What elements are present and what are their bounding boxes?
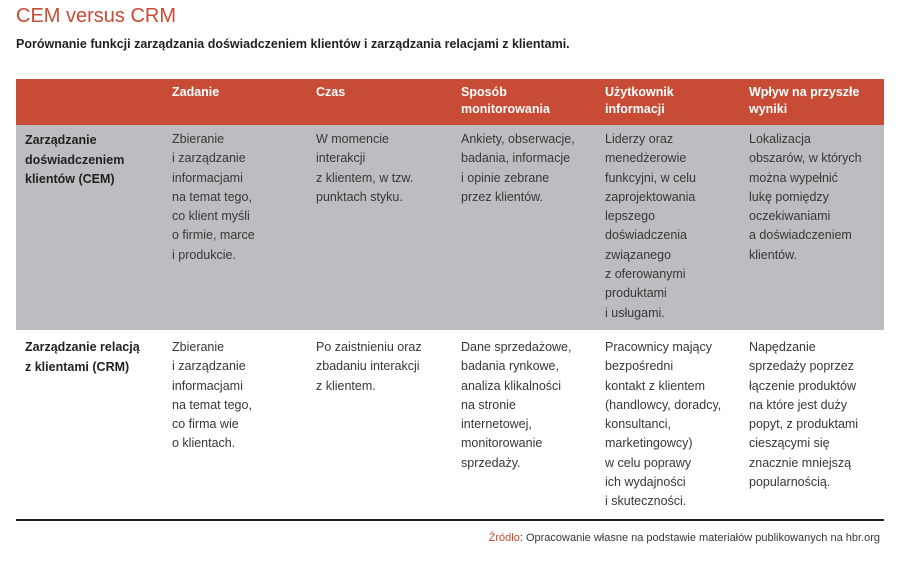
cell-line: przez klientów. [461, 189, 543, 204]
cell-line: znacznie mniejszą [749, 455, 852, 470]
cell-line: popyt, z produktami [749, 417, 859, 432]
cell-line: cieszącymi się [749, 436, 830, 451]
cell-line: punktach styku. [316, 189, 403, 204]
cell-line: interakcji [316, 151, 366, 166]
cell-line: z klientem, w tzw. [316, 170, 414, 185]
row-label-line: Zarządzanie relacją [25, 340, 140, 354]
cell-line: obszarów, w których [749, 151, 862, 166]
column-header-line: Wpływ na przyszłe [749, 85, 860, 99]
cell-line: monitorowanie [461, 436, 543, 451]
column-header-zadanie [172, 84, 219, 101]
cell-line: lepszego [605, 209, 656, 224]
cell-line: na które jest duży [749, 397, 847, 412]
cell-line: produktami [605, 286, 667, 301]
cell-line: funkcyjni, w celu [605, 170, 697, 185]
table-cell-crm-uzytkownik [605, 338, 721, 512]
cell-line: o klientach. [172, 436, 236, 451]
cell-line: badania, informacje [461, 151, 571, 166]
source-note [489, 532, 880, 544]
row-label-crm [25, 338, 140, 377]
column-header-line: informacji [605, 101, 665, 116]
cell-line: oczekiwaniami [749, 209, 831, 224]
table-cell-crm-sposob [461, 338, 571, 473]
column-header-line: Zadanie [172, 85, 220, 99]
cell-line: Dane sprzedażowe, [461, 340, 572, 354]
cell-line: zbadaniu interakcji [316, 359, 420, 374]
table-cell-cem-sposob [461, 130, 575, 207]
cell-line: Po zaistnieniu oraz [316, 340, 422, 354]
cell-line: na temat tego, [172, 189, 252, 204]
cell-line: z klientem. [316, 378, 376, 393]
column-header-line: Sposób [461, 85, 507, 99]
cell-line: bezpośredni [605, 359, 674, 374]
table-cell-crm-czas [316, 338, 422, 396]
column-header-czas [316, 84, 345, 101]
cell-line: ich wydajności [605, 475, 686, 490]
cell-line: menedżerowie [605, 151, 687, 166]
cell-line: i zarządzanie [172, 359, 246, 374]
cell-line: (handlowcy, doradcy, [605, 397, 722, 412]
cell-line: doświadczenia [605, 228, 687, 243]
cell-line: i zarządzanie [172, 151, 246, 166]
row-label-line: z klientami (CRM) [25, 359, 130, 374]
table-cell-crm-zadanie [172, 338, 252, 454]
cell-line: zaprojektowania [605, 189, 696, 204]
cell-line: można wypełnić [749, 170, 838, 185]
cell-line: i opinie zebrane [461, 170, 550, 185]
cell-line: na stronie [461, 397, 516, 412]
cell-line: marketingowcy) [605, 436, 693, 451]
cell-line: internetowej, [461, 417, 532, 432]
row-label-line: klientów (CEM) [25, 172, 115, 186]
cell-line: informacjami [172, 170, 243, 185]
cell-line: w celu poprawy [605, 455, 692, 470]
cell-line: o firmie, marce [172, 228, 255, 243]
table-cell-cem-zadanie [172, 130, 255, 265]
cell-line: i usługami. [605, 305, 665, 320]
table-cell-cem-wplyw [749, 130, 862, 265]
column-header-sposob-monitorowania [461, 84, 550, 117]
cell-line: i produkcie. [172, 247, 236, 262]
cell-line: z oferowanymi [605, 267, 686, 282]
cell-line: co firma wie [172, 417, 239, 432]
column-header-line: Użytkownik [605, 85, 674, 99]
cell-line: a doświadczeniem [749, 228, 852, 243]
column-header-uzytkownik-informacji [605, 84, 674, 117]
cell-line: Zbieranie [172, 132, 225, 146]
column-header-line: Czas [316, 85, 346, 99]
cell-line: lukę pomiędzy [749, 189, 829, 204]
cell-line: Zbieranie [172, 340, 225, 354]
table-cell-crm-wplyw [749, 338, 858, 492]
row-label-line: Zarządzanie [25, 133, 97, 147]
source-label: Źródło [488, 532, 520, 544]
cell-line: sprzedaży poprzez [749, 359, 854, 374]
page-title: CEM versus CRM [16, 5, 177, 27]
cell-line: konsultanci, [605, 417, 672, 432]
table-bottom-divider [16, 519, 884, 521]
source-text: : Opracowanie własne na podstawie materiałów publikowanych na hbr.org [519, 532, 880, 544]
row-label-cem [25, 131, 124, 190]
cell-line: informacjami [172, 378, 243, 393]
table-cell-cem-uzytkownik [605, 130, 696, 323]
cell-line: co klient myśli [172, 209, 250, 224]
cell-line: analiza klikalności [461, 378, 562, 393]
cell-line: i skuteczności. [605, 494, 687, 509]
cell-line: klientów. [749, 247, 797, 262]
cell-line: związanego [605, 247, 672, 262]
row-label-line: doświadczeniem [25, 152, 125, 167]
table-cell-cem-czas [316, 130, 413, 207]
cell-line: Liderzy oraz [605, 132, 674, 146]
cell-line: Lokalizacja [749, 132, 811, 146]
cell-line: na temat tego, [172, 397, 252, 412]
column-header-wplyw-na-przyszle-wyniki [749, 84, 859, 117]
cell-line: Pracownicy mający [605, 340, 712, 354]
cell-line: Napędzanie [749, 340, 816, 354]
cell-line: popularnością. [749, 475, 831, 490]
page-subtitle: Porównanie funkcji zarządzania doświadczeniem klientów i zarządzania relacjami z klientami. [16, 37, 570, 51]
cell-line: W momencie [316, 132, 389, 146]
cell-line: badania rynkowe, [461, 359, 559, 374]
cell-line: sprzedaży. [461, 455, 521, 470]
cell-line: Ankiety, obserwacje, [461, 132, 575, 146]
cell-line: łączenie produktów [749, 378, 857, 393]
column-header-line: wyniki [749, 101, 788, 116]
cell-line: kontakt z klientem [605, 378, 706, 393]
column-header-line: monitorowania [461, 101, 550, 116]
